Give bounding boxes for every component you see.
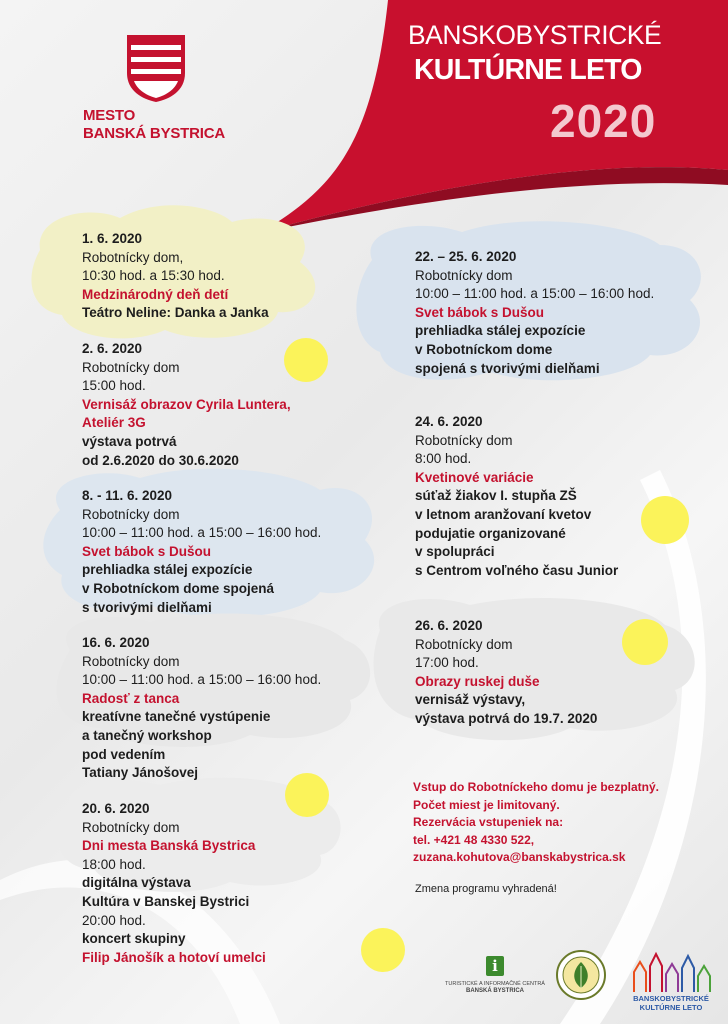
event-venue: Robotnícky dom [415, 636, 513, 652]
event-time: 17:00 hod. [415, 655, 479, 671]
event-block [415, 413, 618, 580]
city-name [83, 107, 233, 143]
event-venue: Robotnícky dom [415, 432, 513, 448]
event-venue: Robotnícky dom [82, 819, 180, 835]
event-time: 10:00 – 11:00 hod. a 15:00 – 16:00 hod. [415, 286, 655, 302]
event-title: Svet bábok s Dušou [82, 543, 212, 559]
event-block [82, 340, 291, 470]
event-title: Dni mesta Banská Bystrica [82, 838, 256, 854]
event-desc: kreatívne tanečné vystúpenie [82, 709, 271, 725]
event-title: Filip Jánošík a hotoví umelci [82, 949, 266, 965]
event-date: 20. 6. 2020 [82, 801, 150, 816]
event-date: 1. 6. 2020 [82, 231, 143, 246]
info-phone: tel. +421 48 4330 522, [413, 832, 535, 847]
event-desc: výstava potrvá do 19.7. 2020 [415, 710, 598, 726]
festival-title-line1: BANSKOBYSTRICKÉ [408, 20, 662, 50]
event-title: Medzinárodný deň detí [82, 286, 229, 302]
event-desc: Kultúra v Banskej Bystrici [82, 893, 250, 909]
festival-year: 2020 [550, 95, 657, 147]
festival-logo-text [616, 994, 726, 1012]
event-title: Vernisáž obrazov Cyrila Luntera, [82, 396, 291, 412]
event-desc: s tvorivými dielňami [82, 599, 212, 615]
info-line: Rezervácia vstupeniek na: [413, 815, 564, 829]
event-time: 10:00 – 11:00 hod. a 15:00 – 16:00 hod. [82, 525, 322, 541]
tic-logo-text [440, 981, 550, 995]
event-desc: spojená s tvorivými dielňami [415, 360, 600, 376]
event-desc: výstava potrvá [82, 433, 177, 449]
reservation-info [413, 779, 713, 867]
event-venue: Robotnícky dom [82, 653, 180, 669]
sun-2 [641, 496, 689, 544]
event-desc: a tanečný workshop [82, 727, 212, 743]
event-desc: v spolupráci [415, 544, 495, 560]
event-desc: od 2.6.2020 do 30.6.2020 [82, 452, 239, 468]
event-title: Ateliér 3G [82, 415, 146, 431]
city-name-line1: MESTO [83, 107, 136, 124]
event-title: Radosť z tanca [82, 690, 180, 706]
event-block [82, 634, 321, 783]
event-time: 10:30 hod. a 15:30 hod. [82, 268, 225, 284]
tic-logo-text-line2: BANSKÁ BYSTRICA [465, 988, 524, 994]
festival-logo-text-line1: BANSKOBYSTRICKÉ [633, 994, 709, 1003]
event-block [82, 487, 321, 617]
info-line: Vstup do Robotníckeho domu je bezplatný. [413, 780, 660, 794]
event-venue: Robotnícky dom [82, 506, 180, 522]
event-desc: v letnom aranžovaní kvetov [415, 506, 592, 522]
tic-logo [440, 956, 550, 995]
sun-3 [622, 619, 668, 665]
sun-1 [284, 338, 328, 382]
event-desc: prehliadka stálej expozície [82, 562, 253, 578]
event-venue: Robotnícky dom [82, 359, 180, 375]
event-desc: s Centrom voľného času Junior [415, 562, 619, 578]
event-venue: Robotnícky dom, [82, 249, 184, 265]
event-desc: Teátro Neline: Danka a Janka [82, 305, 269, 321]
event-desc: v Robotníckom dome spojená [82, 580, 275, 596]
event-time: 10:00 – 11:00 hod. a 15:00 – 16:00 hod. [82, 672, 322, 688]
event-date: 2. 6. 2020 [82, 341, 143, 356]
event-title: Obrazy ruskej duše [415, 673, 540, 689]
event-desc: prehliadka stálej expozície [415, 323, 586, 339]
event-time: 8:00 hod. [415, 451, 472, 467]
event-date: 22. – 25. 6. 2020 [415, 249, 517, 264]
event-title: Svet bábok s Dušou [415, 304, 545, 320]
event-time: 20:00 hod. [82, 912, 146, 928]
event-venue: Robotnícky dom [415, 267, 513, 283]
event-date: 8. - 11. 6. 2020 [82, 488, 173, 503]
event-desc: podujatie organizované [415, 525, 566, 541]
info-line: Počet miest je limitovaný. [413, 797, 560, 812]
event-block [82, 230, 269, 323]
event-desc: vernisáž výstavy, [415, 692, 526, 708]
event-desc: Tatiany Jánošovej [82, 765, 199, 781]
event-date: 24. 6. 2020 [415, 414, 483, 429]
event-desc: súťaž žiakov I. stupňa ZŠ [415, 488, 577, 504]
sun-5 [361, 928, 405, 972]
event-desc: v Robotníckom dome [415, 341, 553, 357]
event-desc: koncert skupiny [82, 931, 186, 947]
leaf-seal-icon [556, 950, 606, 1000]
tic-logo-text-line1: TURISTICKÉ A INFORMAČNÉ CENTRÁ [445, 981, 545, 987]
program-change-notice: Zmena programu vyhradená! [415, 883, 557, 895]
event-block [415, 617, 597, 729]
event-title: Kvetinové variácie [415, 469, 534, 485]
city-name-line2: BANSKÁ BYSTRICA [83, 125, 226, 142]
city-crest-icon [125, 33, 187, 103]
event-time: 18:00 hod. [82, 856, 146, 872]
info-email[interactable]: zuzana.kohutova@banskabystrica.sk [413, 850, 626, 864]
event-time: 15:00 hod. [82, 378, 146, 394]
event-date: 16. 6. 2020 [82, 635, 150, 650]
festival-logo-text-line2: KULTÚRNE LETO [639, 1003, 703, 1012]
info-icon: i [486, 956, 504, 976]
event-desc: pod vedením [82, 746, 166, 762]
event-block-city-days [82, 800, 266, 967]
event-block [415, 248, 654, 378]
event-date: 26. 6. 2020 [415, 618, 483, 633]
event-desc: digitálna výstava [82, 875, 191, 891]
festival-title-line2: KULTÚRNE LETO [414, 54, 642, 86]
